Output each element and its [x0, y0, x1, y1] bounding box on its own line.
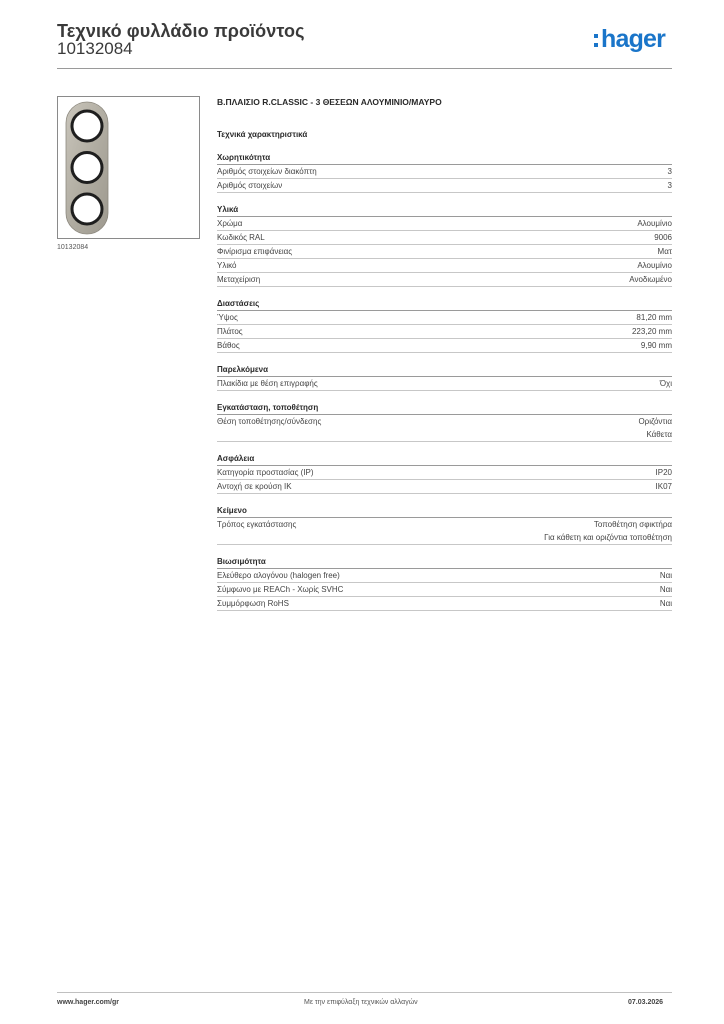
spec-group [217, 204, 672, 287]
footer-website[interactable]: www.hager.com/gr [57, 999, 119, 1006]
spec-value [636, 311, 672, 324]
spec-label: Θέση τοποθέτησης/σύνδεσης [217, 417, 322, 426]
spec-row [217, 339, 672, 353]
spec-value-line: 9,90 mm [640, 341, 672, 350]
spec-label: Ύψος [217, 313, 238, 322]
spec-label: Ελεύθερο αλογόνου (halogen free) [217, 571, 340, 580]
spec-label: Αριθμός στοιχείων διακόπτη [217, 167, 317, 176]
spec-group [217, 298, 672, 353]
spec-label: Πλάτος [217, 327, 243, 336]
spec-label: Φινίρισμα επιφάνειας [217, 247, 293, 256]
spec-value [668, 179, 672, 192]
spec-row [217, 415, 672, 442]
spec-value-line: 3 [667, 181, 672, 190]
spec-group [217, 152, 672, 193]
spec-row [217, 311, 672, 325]
spec-row [217, 245, 672, 259]
spec-value-line: Ναι [659, 599, 672, 608]
document-code: 10132084 [57, 39, 133, 58]
spec-label: Σύμφωνο με REACh - Χωρίς SVHC [217, 585, 344, 594]
spec-row [217, 217, 672, 231]
spec-value [637, 259, 672, 272]
group-title: Ασφάλεια [217, 453, 672, 466]
spec-value [656, 480, 672, 493]
spec-value [660, 569, 672, 582]
spec-value [632, 325, 672, 338]
spec-label: Χρώμα [217, 219, 243, 228]
footer-date: 07.03.2026 [628, 999, 664, 1006]
spec-value [654, 231, 672, 244]
document-title: Τεχνικό φυλλάδιο προϊόντος [57, 21, 305, 41]
section-heading: Τεχνικά χαρακτηριστικά [217, 130, 308, 139]
spec-group [217, 402, 672, 442]
group-title: Κείμενο [217, 505, 672, 518]
header-divider [57, 68, 672, 69]
spec-row [217, 518, 672, 545]
image-caption: 10132084 [57, 244, 89, 251]
spec-value-line: IP20 [655, 468, 672, 477]
spec-group [217, 505, 672, 545]
spec-value [656, 466, 672, 479]
spec-value-line: 9006 [654, 233, 672, 242]
spec-label: Συμμόρφωση RoHS [217, 599, 289, 608]
spec-row [217, 325, 672, 339]
spec-group [217, 556, 672, 611]
spec-value-line: Για κάθετη και οριζόντια τοποθέτηση [544, 533, 672, 542]
spec-value-line: IK07 [655, 482, 672, 491]
product-image [57, 96, 200, 239]
spec-value-line: 223,20 mm [631, 327, 672, 336]
spec-value-line: Ναι [659, 585, 672, 594]
spec-label: Κατηγορία προστασίας (IP) [217, 468, 314, 477]
spec-row [217, 377, 672, 391]
spec-label: Αριθμός στοιχείων [217, 181, 283, 190]
spec-value [629, 273, 672, 286]
spec-row [217, 569, 672, 583]
group-title: Διαστάσεις [217, 298, 672, 311]
spec-row [217, 165, 672, 179]
spec-value [660, 377, 672, 390]
spec-value [637, 217, 672, 230]
spec-value-line: Ματ [657, 247, 672, 256]
spec-value-line: Αλουμίνιο [637, 261, 672, 270]
spec-label: Βάθος [217, 341, 240, 350]
spec-value [641, 339, 672, 352]
spec-row [217, 597, 672, 611]
spec-value-line: Τοποθέτηση σφικτήρα [593, 520, 672, 529]
spec-value [544, 518, 672, 544]
spec-value-line: 81,20 mm [636, 313, 672, 322]
spec-value [660, 583, 672, 596]
spec-row [217, 231, 672, 245]
group-title: Παρελκόμενα [217, 364, 672, 377]
spec-value-line: 3 [667, 167, 672, 176]
spec-label: Κωδικός RAL [217, 233, 265, 242]
spec-content [217, 96, 672, 622]
spec-row [217, 179, 672, 193]
spec-value-line: Όχι [659, 379, 672, 388]
frame-opening-2 [72, 153, 102, 183]
spec-value-line: Αλουμίνιο [637, 219, 672, 228]
spec-row [217, 466, 672, 480]
spec-group [217, 364, 672, 391]
logo-text: hager [601, 25, 666, 53]
group-title: Χωρητικότητα [217, 152, 672, 165]
logo-colon-mark [594, 34, 599, 52]
footer-divider [57, 992, 672, 993]
spec-group [217, 453, 672, 494]
group-title: Βιωσιμότητα [217, 556, 672, 569]
spec-value-line: Οριζόντια [638, 417, 672, 426]
spec-row [217, 480, 672, 494]
spec-groups [217, 152, 672, 611]
spec-value [668, 165, 672, 178]
product-title: Β.ΠΛΑΙΣΙΟ R.CLASSIC - 3 ΘΕΣΕΩΝ ΑΛΟΥΜΙΝΙΟ/ΜΑΥΡΟ [217, 97, 442, 107]
frame-opening-1 [72, 111, 102, 141]
group-title: Εγκατάσταση, τοποθέτηση [217, 402, 672, 415]
spec-value [658, 245, 672, 258]
spec-value [638, 415, 672, 441]
spec-value-line: Ναι [659, 571, 672, 580]
spec-value [660, 597, 672, 610]
spec-value-line: Ανοδιωμένο [629, 275, 672, 284]
frame-illustration [58, 97, 199, 238]
spec-row [217, 583, 672, 597]
frame-opening-3 [72, 194, 102, 224]
footer-notice: Με την επιφύλαξη τεχνικών αλλαγών [304, 999, 418, 1006]
group-title: Υλικά [217, 204, 672, 217]
spec-row [217, 273, 672, 287]
spec-row [217, 259, 672, 273]
spec-label: Μεταχείριση [217, 275, 261, 284]
spec-label: Τρόπος εγκατάστασης [217, 520, 297, 529]
spec-label: Πλακίδια με θέση επιγραφής [217, 379, 318, 388]
spec-label: Υλικό [217, 261, 237, 270]
spec-label: Αντοχή σε κρούση IK [217, 482, 292, 491]
spec-value-line: Κάθετα [646, 430, 672, 439]
